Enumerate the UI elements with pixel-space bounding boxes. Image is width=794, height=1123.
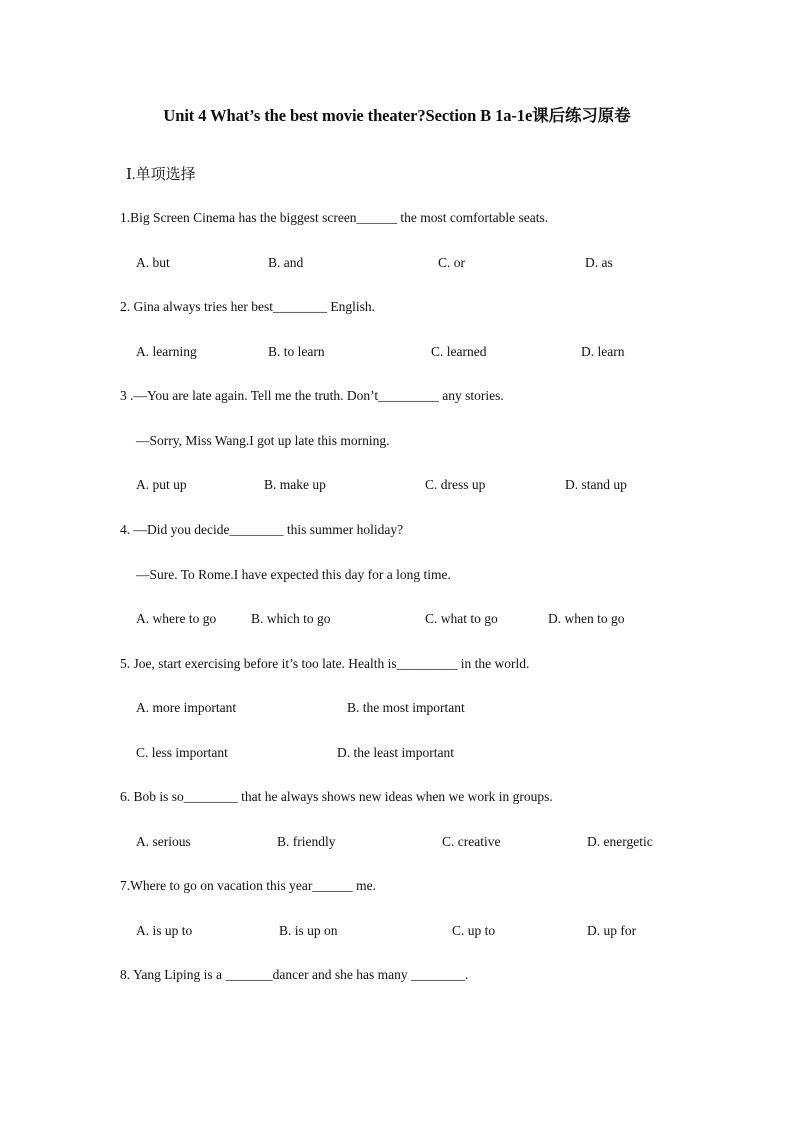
question-2-option-a: A. learning [136, 344, 197, 359]
question-7-option-d: D. up for [587, 923, 637, 938]
question-3-option-b: B. make up [264, 477, 326, 492]
question-5-option-d: D. the least important [337, 745, 454, 760]
question-5-stem: 5. Joe, start exercising before it’s too late. Health is_________ in the world. [120, 656, 530, 671]
question-5-option-a: A. more important [136, 700, 237, 715]
question-1-option-c: C. or [438, 255, 465, 270]
question-7-option-a: A. is up to [136, 923, 193, 938]
question-2-option-b: B. to learn [268, 344, 325, 359]
question-1-option-d: D. as [585, 255, 613, 270]
question-2-option-d: D. learn [581, 344, 625, 359]
question-5-option-c: C. less important [136, 745, 228, 760]
question-6-stem: 6. Bob is so________ that he always shows new ideas when we work in groups. [120, 789, 553, 804]
question-3-option-d: D. stand up [565, 477, 627, 492]
question-6-option-a: A. serious [136, 834, 191, 849]
question-5-option-b: B. the most important [347, 700, 465, 715]
question-3-stem: 3 .—You are late again. Tell me the truth. Don’t_________ any stories. [120, 388, 504, 403]
question-7-option-b: B. is up on [279, 923, 338, 938]
question-3-option-a: A. put up [136, 477, 187, 492]
question-6-option-c: C. creative [442, 834, 501, 849]
question-4-reply: —Sure. To Rome.I have expected this day for a long time. [136, 567, 451, 582]
question-7-option-c: C. up to [452, 923, 496, 938]
question-7-stem: 7.Where to go on vacation this year______ me. [120, 878, 377, 893]
question-2-option-c: C. learned [431, 344, 487, 359]
question-4-stem: 4. —Did you decide________ this summer holiday? [120, 522, 404, 537]
question-4-option-a: A. where to go [136, 611, 217, 626]
question-3-reply: —Sorry, Miss Wang.I got up late this morning. [136, 433, 390, 448]
question-1-option-b: B. and [268, 255, 304, 270]
question-4-option-b: B. which to go [251, 611, 331, 626]
question-6-option-b: B. friendly [277, 834, 336, 849]
question-8-stem: 8. Yang Liping is a _______dancer and she has many ________. [120, 967, 469, 982]
section-heading: Ⅰ.单项选择 [126, 167, 196, 183]
page-title: Unit 4 What’s the best movie theater?Section B 1a-1e课后练习原卷 [163, 106, 631, 125]
question-6-option-d: D. energetic [587, 834, 653, 849]
question-1-option-a: A. but [136, 255, 170, 270]
question-2-stem: 2. Gina always tries her best________ English. [120, 299, 375, 314]
question-4-option-c: C. what to go [425, 611, 498, 626]
question-3-option-c: C. dress up [425, 477, 486, 492]
question-1-stem: 1.Big Screen Cinema has the biggest screen______ the most comfortable seats. [120, 210, 549, 225]
question-4-option-d: D. when to go [548, 611, 625, 626]
